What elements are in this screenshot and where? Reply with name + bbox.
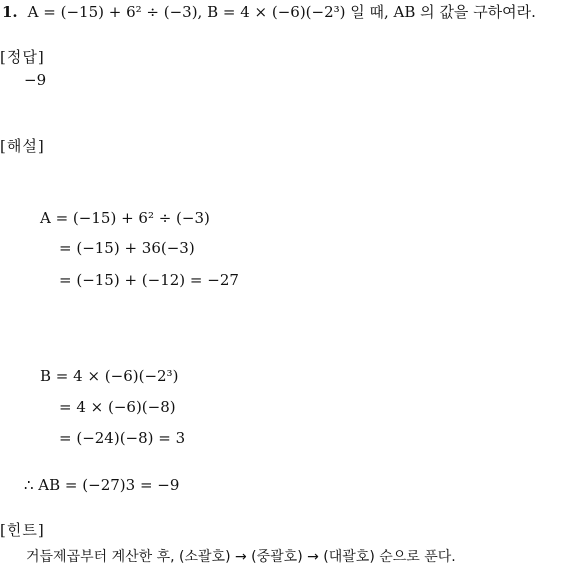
conclusion-line: ∴ AB = (−27)3 = −9 — [24, 476, 180, 494]
explanation-label: [해설] — [0, 137, 45, 155]
answer-value: −9 — [24, 71, 47, 89]
a-equation-line-3: = (−15) + (−12) = −27 — [59, 271, 239, 289]
b-equation-line-2: = 4 × (−6)(−8) — [59, 398, 176, 416]
hint-label: [힌트] — [0, 521, 45, 539]
a-equation-line-1: A = (−15) + 6² ÷ (−3) — [40, 209, 210, 227]
answer-label: [정답] — [0, 48, 45, 66]
a-equation-line-2: = (−15) + 36(−3) — [59, 239, 195, 257]
question-text: A = (−15) + 6² ÷ (−3), B = 4 × (−6)(−2³) 일 때, AB 의 값을 구하여라. — [27, 3, 536, 21]
b-equation-line-3: = (−24)(−8) = 3 — [59, 429, 186, 447]
question-line — [2, 3, 536, 21]
question-number: 1. — [2, 3, 18, 21]
b-equation-line-1: B = 4 × (−6)(−2³) — [40, 367, 179, 385]
hint-text: 거듭제곱부터 계산한 후, (소괄호) → (중괄호) → (대괄호) 순으로 푼다. — [26, 549, 456, 565]
